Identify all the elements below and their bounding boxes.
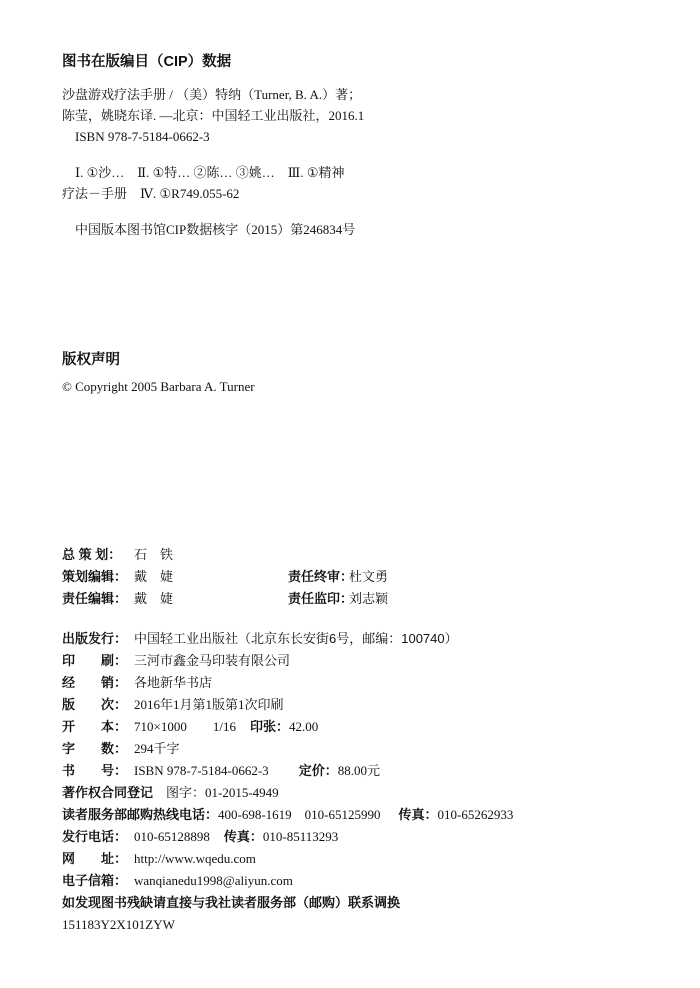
responsible-editor-label: 责任编辑： (62, 591, 128, 606)
printer-row (62, 650, 662, 672)
words-label: 字 数： (62, 741, 128, 756)
responsible-editor-value: 戴 婕 (134, 591, 174, 606)
publisher-value: 中国轻工业出版社（北京东长安街6号，邮编：100740） (134, 631, 458, 646)
sales-phone-value: 010-65128898 (134, 829, 210, 844)
cip-section (62, 50, 662, 240)
contract-row (62, 782, 662, 804)
printer-value: 三河市鑫金马印装有限公司 (134, 653, 291, 668)
general-planner-row (62, 544, 662, 566)
website-row (62, 848, 662, 870)
reader-service-value: 400-698-1619 010-65125990 (218, 807, 381, 822)
cip-gap (62, 147, 662, 162)
distributor-row (62, 672, 662, 694)
cip-line-isbn: ISBN 978-7-5184-0662-3 (75, 129, 210, 144)
email-label: 电子信箱： (62, 873, 128, 888)
final-reviewer-label: 责任终审： (288, 569, 354, 584)
general-planner-value: 石 铁 (134, 547, 174, 562)
words-value: 294千字 (134, 741, 180, 756)
edition-row (62, 694, 662, 716)
planning-editor-value: 戴 婕 (134, 569, 174, 584)
print-supervisor-value: 刘志颖 (349, 591, 389, 606)
sheets-value: 42.00 (288, 719, 319, 734)
contract-value: 图字：01-2015-4949 (166, 785, 279, 800)
reader-fax-label: 传真： (398, 807, 438, 822)
planning-editor-label: 策划编辑： (62, 569, 128, 584)
edition-label: 版 次： (62, 697, 128, 712)
cip-line-author: 沙盘游戏疗法手册 / （美）特纳（Turner, B. A.）著； (62, 87, 362, 102)
planning-editor-row (62, 566, 662, 588)
sheets-label: 印张： (249, 719, 289, 734)
cip-line-classification-cont: 疗法－手册 Ⅳ. ①R749.055-62 (62, 186, 240, 201)
email-link[interactable]: wanqianedu1998@aliyun.com (134, 873, 293, 888)
email-row (62, 870, 662, 892)
format-value: 710×1000 1/16 (134, 719, 236, 734)
publisher-row (62, 628, 662, 650)
cip-gap (62, 204, 662, 219)
reader-fax-value: 010-65262933 (437, 807, 514, 822)
sales-fax-value: 010-85113293 (262, 829, 339, 844)
website-link[interactable]: http://www.wqedu.com (134, 851, 256, 866)
copyright-text: © Copyright 2005 Barbara A. Turner (62, 379, 255, 394)
sales-phone-row (62, 826, 662, 848)
price-label: 定价： (298, 763, 338, 778)
cip-line-record-number: 中国版本图书馆CIP数据核字（2015）第246834号 (75, 222, 356, 237)
distributor-value: 各地新华书店 (134, 675, 213, 690)
final-reviewer-value: 杜文勇 (349, 569, 389, 584)
credits-gap (62, 610, 662, 628)
reader-service-label: 读者服务部邮购热线电话： (62, 807, 219, 822)
print-code: 151183Y2X101ZYW (62, 917, 175, 932)
responsible-editor-row (62, 588, 662, 610)
edition-value: 2016年1月第1版第1次印刷 (134, 697, 284, 712)
general-planner-label: 总 策 划： (62, 547, 122, 562)
isbn-row (62, 760, 662, 782)
printer-label: 印 刷： (62, 653, 128, 668)
website-label: 网 址： (62, 851, 128, 866)
sales-phone-label: 发行电话： (62, 829, 128, 844)
price-value: 88.00元 (337, 763, 380, 778)
cip-line-translator: 陈莹，姚晓东译. —北京：中国轻工业出版社，2016.1 (62, 108, 365, 123)
isbn-label: 书 号： (62, 763, 128, 778)
format-label: 开 本： (62, 719, 128, 734)
words-row (62, 738, 662, 760)
sales-fax-label: 传真： (223, 829, 263, 844)
contract-label: 著作权合同登记 (62, 785, 154, 800)
copyright-title: 版权声明 (62, 352, 120, 368)
cip-line-classification: Ⅰ. ①沙… Ⅱ. ①特… ②陈… ③姚… Ⅲ. ①精神 (75, 165, 345, 180)
notice-text: 如发现图书残缺请直接与我社读者服务部（邮购）联系调换 (62, 895, 401, 910)
copyright-section (62, 348, 255, 395)
print-supervisor-label: 责任监印： (288, 591, 354, 606)
distributor-label: 经 销： (62, 675, 128, 690)
cip-title: 图书在版编目（CIP）数据 (62, 54, 232, 70)
format-row (62, 716, 662, 738)
publisher-label: 出版发行： (62, 631, 128, 646)
reader-service-row (62, 804, 662, 826)
credits-section (62, 544, 662, 936)
isbn-value: ISBN 978-7-5184-0662-3 (134, 763, 269, 778)
